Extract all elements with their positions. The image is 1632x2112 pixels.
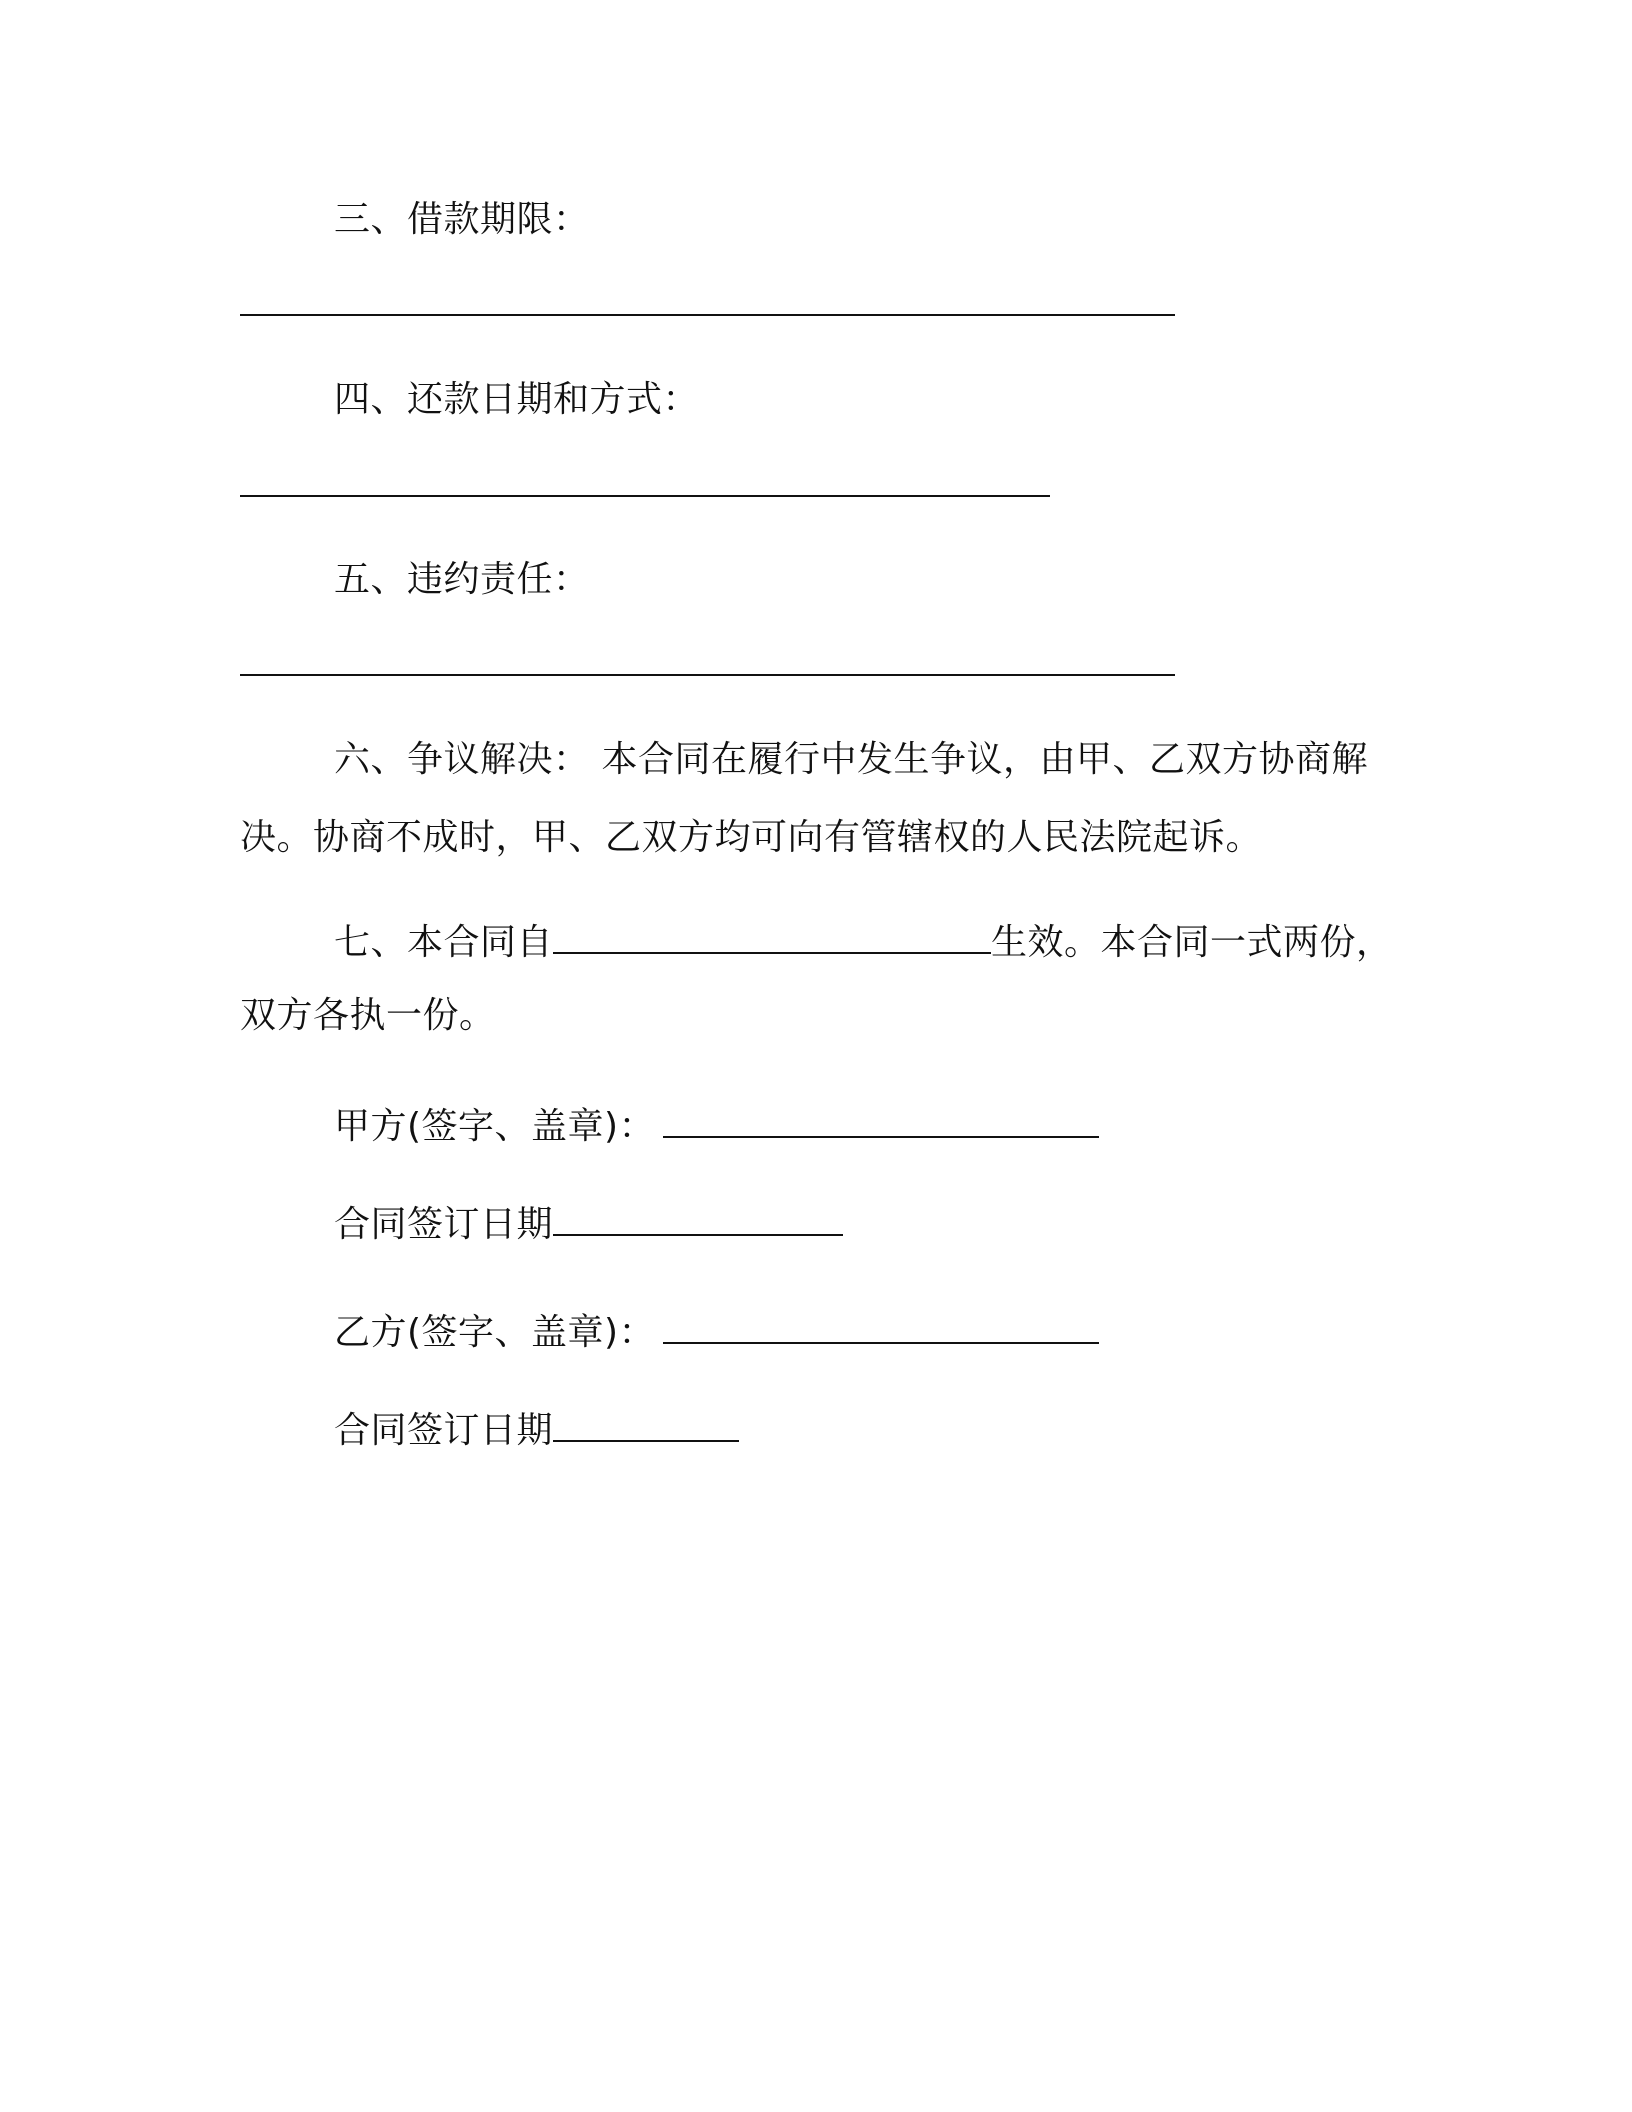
party-a-label: 甲方(签字、盖章)： xyxy=(334,1106,656,1147)
repayment-fill-line[interactable] xyxy=(240,495,1050,497)
effective-clause-line-1 xyxy=(334,918,1393,965)
party-b-date-label: 合同签订日期 xyxy=(334,1410,554,1451)
party-b-signature-row xyxy=(334,1308,1099,1355)
party-a-date-row xyxy=(334,1200,843,1247)
section-repayment-heading: 四、还款日期和方式： xyxy=(334,379,700,420)
dispute-clause-line-1: 六、争议解决： 本合同在履行中发生争议，由甲、乙双方协商解 xyxy=(334,739,1368,780)
dispute-clause-line-2: 决。协商不成时，甲、乙双方均可向有管辖权的人民法院起诉。 xyxy=(240,817,1263,858)
section-term-heading: 三、借款期限： xyxy=(334,199,590,240)
party-b-date-blank[interactable] xyxy=(553,1406,739,1442)
effective-date-blank[interactable] xyxy=(553,918,991,954)
party-b-label: 乙方(签字、盖章)： xyxy=(334,1312,656,1353)
section-liability-heading: 五、违约责任： xyxy=(334,559,590,600)
party-a-date-blank[interactable] xyxy=(553,1200,843,1236)
party-a-date-label: 合同签订日期 xyxy=(334,1204,554,1245)
effective-clause-line-2: 双方各执一份。 xyxy=(240,995,496,1036)
party-a-signature-blank[interactable] xyxy=(663,1102,1099,1138)
party-a-signature-row xyxy=(334,1102,1099,1149)
party-b-signature-blank[interactable] xyxy=(663,1308,1099,1344)
liability-fill-line[interactable] xyxy=(240,674,1175,676)
party-b-date-row xyxy=(334,1406,739,1453)
effective-suffix: 生效。本合同一式两份， xyxy=(991,922,1393,963)
effective-prefix: 七、本合同自 xyxy=(334,922,554,963)
term-fill-line[interactable] xyxy=(240,314,1175,316)
